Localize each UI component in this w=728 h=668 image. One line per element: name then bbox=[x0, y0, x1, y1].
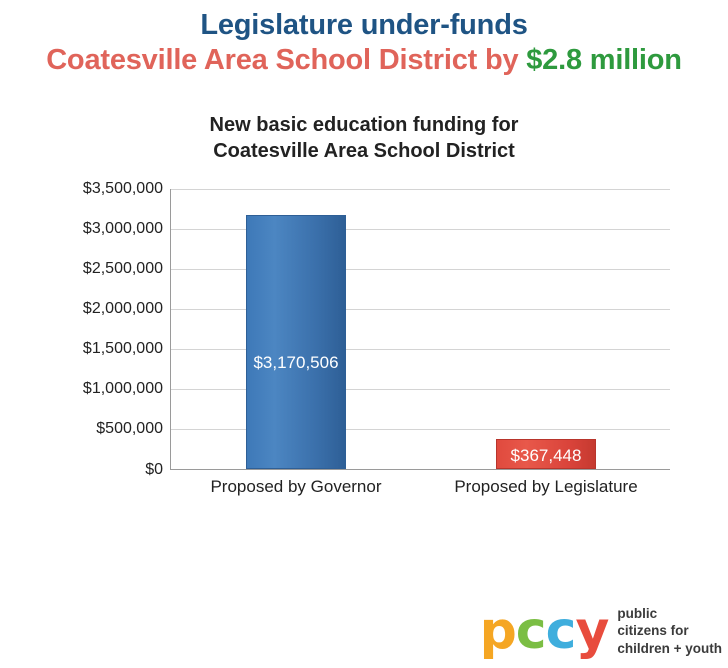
bar-slot-legislature bbox=[421, 189, 671, 469]
bar-value-legislature: $367,448 bbox=[510, 445, 582, 465]
tagline-line-2: citizens for bbox=[617, 623, 689, 639]
bar-slot-governor bbox=[171, 189, 421, 469]
tagline-line-3: children + youth bbox=[617, 641, 722, 657]
pccy-tagline bbox=[617, 605, 722, 658]
chart-title-line-2: Coatesville Area School District bbox=[213, 140, 515, 163]
headline-line-1: Legislature under-funds bbox=[200, 9, 528, 41]
y-tick-label: $3,500,000 bbox=[82, 179, 163, 197]
tagline-line-1: public bbox=[617, 605, 658, 621]
y-tick-label: $500,000 bbox=[96, 420, 163, 438]
bar-value-governor: $3,170,506 bbox=[253, 352, 339, 372]
y-axis-labels bbox=[0, 179, 163, 478]
bar-chart bbox=[0, 181, 728, 511]
y-tick-label: $1,000,000 bbox=[82, 380, 163, 398]
chart-title bbox=[0, 112, 728, 165]
x-tick-label-governor: Proposed by Governor bbox=[210, 476, 382, 496]
headline-amount: $2.8 million bbox=[526, 44, 682, 77]
x-axis-labels bbox=[171, 477, 670, 507]
bar-series bbox=[171, 189, 670, 469]
bar-governor[interactable] bbox=[246, 215, 346, 469]
pccy-wordmark bbox=[479, 601, 609, 662]
headline-line-2 bbox=[0, 43, 728, 78]
y-tick-label: $3,000,000 bbox=[82, 219, 163, 237]
y-tick-label: $0 bbox=[145, 460, 163, 478]
logo-letter-p: p bbox=[479, 601, 516, 662]
logo-letter-y: y bbox=[575, 601, 609, 662]
chart-title-line-1: New basic education funding for bbox=[209, 113, 519, 136]
pccy-logo bbox=[479, 601, 722, 662]
y-tick-label: $1,500,000 bbox=[82, 340, 163, 358]
headline-line-2-prefix: Coatesville Area School District by bbox=[46, 44, 527, 77]
y-tick-label: $2,000,000 bbox=[82, 299, 163, 317]
logo-letter-c1: c bbox=[515, 601, 546, 662]
x-tick-label-legislature: Proposed by Legislature bbox=[454, 476, 638, 496]
headline bbox=[0, 0, 728, 79]
logo-letter-c2: c bbox=[545, 601, 576, 662]
y-tick-label: $2,500,000 bbox=[82, 259, 163, 277]
